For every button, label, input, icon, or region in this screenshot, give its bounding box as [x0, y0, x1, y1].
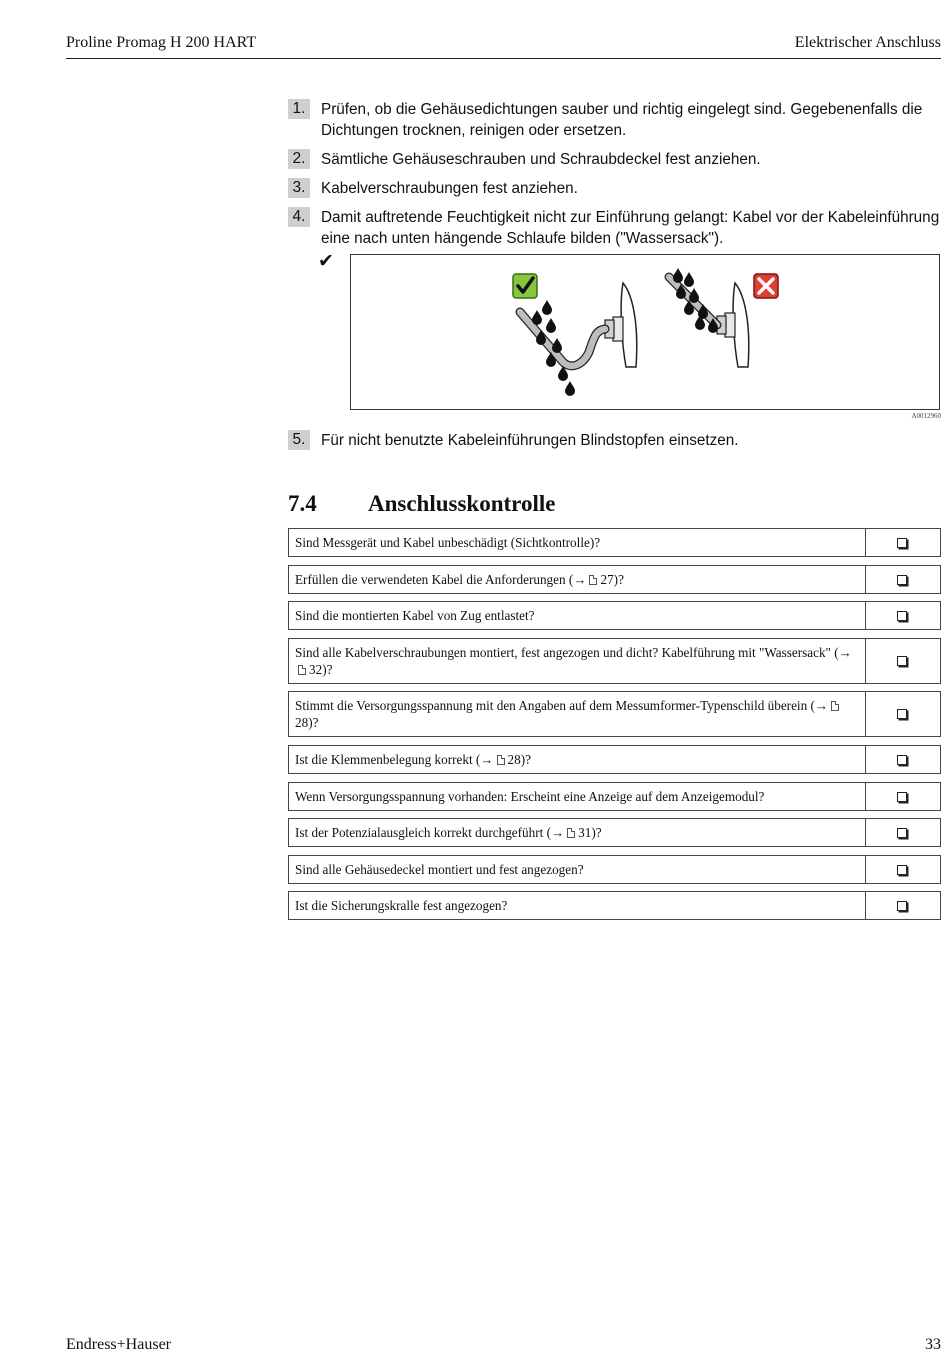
- page-ref-icon: [589, 575, 597, 585]
- checkbox[interactable]: [864, 892, 940, 919]
- step-4: [288, 207, 943, 249]
- result-check-icon: ✔: [318, 251, 334, 272]
- checklist-row: [288, 782, 941, 811]
- section-title: Anschlusskontrolle: [368, 491, 556, 516]
- cable-drip-loop-illustration: [351, 255, 939, 409]
- check-question: Wenn Versorgungsspannung vorhanden: Erscheint eine Anzeige auf dem Anzeigemodul?: [289, 783, 866, 810]
- page-ref-icon: [831, 701, 839, 711]
- step-text: Prüfen, ob die Gehäusedichtungen sauber und richtig eingelegt sind. Gegebenenfalls die Dichtungen trocknen, reinigen oder ersetzen.: [321, 101, 923, 139]
- step-number: 5.: [288, 430, 310, 450]
- step-2: [288, 149, 943, 170]
- checkbox-icon: [897, 575, 907, 585]
- check-question: Sind alle Gehäusedeckel montiert und fest angezogen?: [289, 856, 866, 883]
- step-number: 3.: [288, 178, 310, 198]
- check-question: Sind Messgerät und Kabel unbeschädigt (Sichtkontrolle)?: [289, 529, 866, 556]
- figure-code: A0012960: [911, 412, 941, 420]
- water-trap-figure: [350, 254, 940, 410]
- step-text: Sämtliche Gehäuseschrauben und Schraubdeckel fest anziehen.: [321, 151, 761, 168]
- step-1: [288, 99, 943, 141]
- header-chapter: Elektrischer Anschluss: [794, 34, 941, 51]
- checkbox[interactable]: [864, 692, 940, 736]
- checklist-row: [288, 745, 941, 774]
- correct-installation: [513, 274, 637, 396]
- checkbox-icon: [897, 611, 907, 621]
- checkbox[interactable]: [864, 783, 940, 810]
- step-3: [288, 178, 943, 199]
- check-question: Stimmt die Versorgungsspannung mit den Angaben auf dem Messumformer-Typenschild überein (→28)?: [289, 692, 866, 736]
- check-question: Ist der Potenzialausgleich korrekt durchgeführt (→ 31)?: [289, 819, 866, 846]
- checklist-row: [288, 601, 941, 630]
- header-product: Proline Promag H 200 HART: [66, 34, 257, 51]
- checkbox-icon: [897, 709, 907, 719]
- step-number: 4.: [288, 207, 310, 227]
- checklist-row: [288, 565, 941, 594]
- checklist-row: [288, 891, 941, 920]
- page-footer: [66, 1336, 941, 1354]
- step-text: Damit auftretende Feuchtigkeit nicht zur Einführung gelangt: Kabel vor der Kabeleinführung eine nach unten hängende Schlaufe bilden ("Wassersack").: [321, 209, 940, 247]
- step-5: [288, 430, 943, 451]
- checkbox[interactable]: [864, 746, 940, 773]
- step-text: Kabelverschraubungen fest anziehen.: [321, 180, 578, 197]
- check-question: Ist die Sicherungskralle fest angezogen?: [289, 892, 866, 919]
- checklist-row: [288, 818, 941, 847]
- checkbox[interactable]: [864, 566, 940, 593]
- checklist-row: [288, 855, 941, 884]
- page-ref-icon: [567, 828, 575, 838]
- checkbox-icon: [897, 865, 907, 875]
- section-heading: [288, 491, 555, 517]
- checkbox-icon: [897, 656, 907, 666]
- footer-company: Endress+Hauser: [66, 1336, 171, 1353]
- checklist-row: [288, 691, 941, 737]
- checkbox[interactable]: [864, 819, 940, 846]
- step-text: Für nicht benutzte Kabeleinführungen Blindstopfen einsetzen.: [321, 432, 739, 449]
- section-number: 7.4: [288, 491, 317, 516]
- checkbox[interactable]: [864, 602, 940, 629]
- checkbox-icon: [897, 828, 907, 838]
- checkbox-icon: [897, 901, 907, 911]
- checklist-row: [288, 638, 941, 684]
- page-number: 33: [925, 1336, 941, 1353]
- checkbox-icon: [897, 538, 907, 548]
- checkbox[interactable]: [864, 856, 940, 883]
- checklist-row: [288, 528, 941, 557]
- page-ref-icon: [497, 755, 505, 765]
- check-question: Ist die Klemmenbelegung korrekt (→ 28)?: [289, 746, 866, 773]
- step-number: 1.: [288, 99, 310, 119]
- checkbox-icon: [897, 792, 907, 802]
- checkbox[interactable]: [864, 529, 940, 556]
- check-question: Erfüllen die verwendeten Kabel die Anforderungen (→ 27)?: [289, 566, 866, 593]
- page-header: [66, 32, 941, 59]
- checkbox[interactable]: [864, 639, 940, 683]
- check-question: Sind die montierten Kabel von Zug entlastet?: [289, 602, 866, 629]
- wrong-installation: [669, 268, 778, 367]
- checkbox-icon: [897, 755, 907, 765]
- step-number: 2.: [288, 149, 310, 169]
- page-ref-icon: [298, 665, 306, 675]
- check-question: Sind alle Kabelverschraubungen montiert, fest angezogen und dicht? Kabelführung mit "Wassersack" (→32)?: [289, 639, 866, 683]
